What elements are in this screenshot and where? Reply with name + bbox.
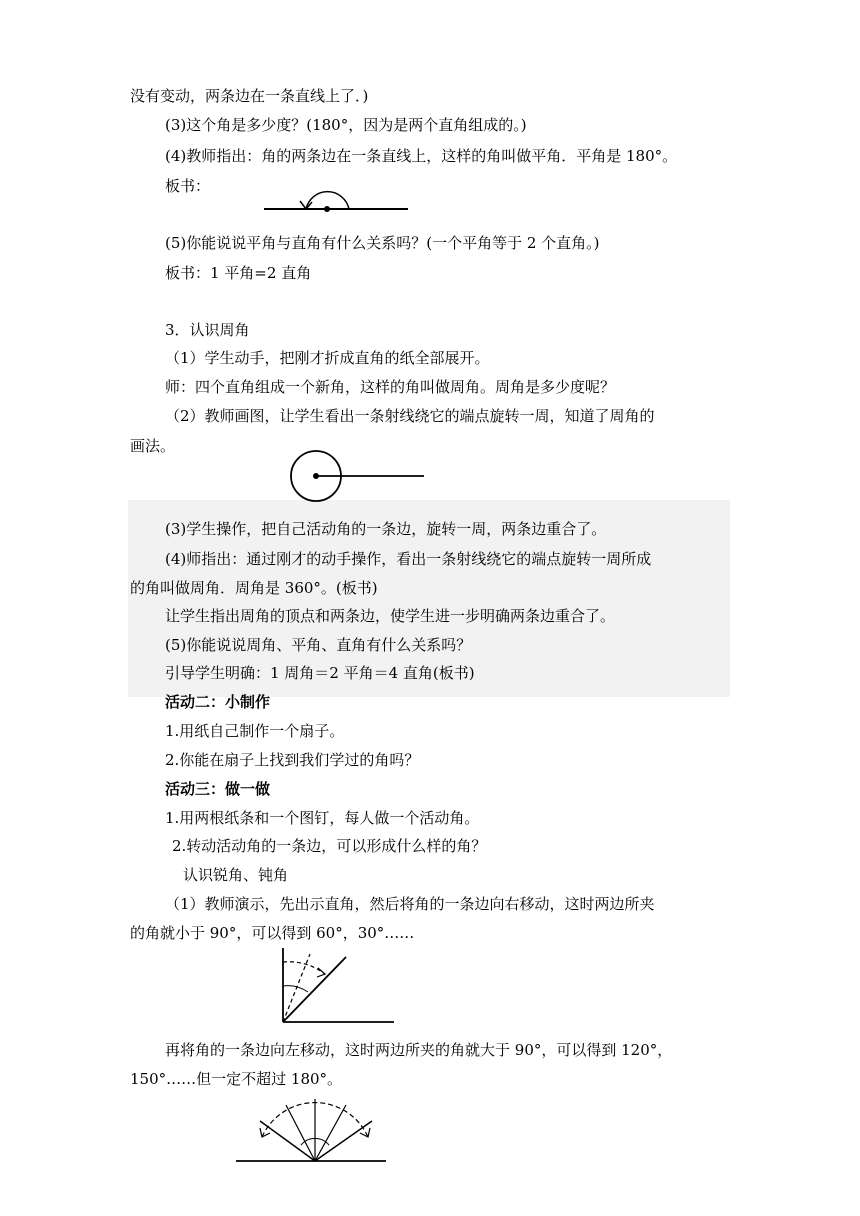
straight-angle-diagram bbox=[262, 178, 412, 218]
text-line: 2.你能在扇子上找到我们学过的角吗？ bbox=[165, 751, 420, 769]
obtuse-angle-diagram bbox=[234, 1095, 388, 1165]
text-line: 引导学生明确：1 周角＝2 平角＝4 直角(板书) bbox=[165, 664, 475, 682]
text-line: （2）教师画图，让学生看出一条射线绕它的端点旋转一周，知道了周角的 bbox=[165, 407, 655, 425]
text-line: 板书：1 平角=2 直角 bbox=[165, 264, 312, 282]
text-line: 板书： bbox=[165, 177, 211, 195]
section-heading: 3．认识周角 bbox=[165, 321, 250, 339]
text-line: 的角就小于 90°，可以得到 60°，30°…… bbox=[130, 924, 415, 942]
text-line: 画法。 bbox=[130, 437, 176, 455]
activity-heading: 活动二：小制作 bbox=[165, 693, 271, 711]
text-line: 150°……但一定不超过 180°。 bbox=[130, 1070, 343, 1088]
text-line: 师：四个直角组成一个新角，这样的角叫做周角。周角是多少度呢？ bbox=[165, 378, 616, 396]
text-line: (5)你能说说周角、平角、直角有什么关系吗？ bbox=[165, 636, 472, 654]
activity-heading: 活动三：做一做 bbox=[165, 780, 271, 798]
text-line: 让学生指出周角的顶点和两条边，使学生进一步明确两条边重合了。 bbox=[165, 607, 616, 625]
text-line: 的角叫做周角．周角是 360°。(板书) bbox=[130, 579, 378, 597]
text-line: (3)这个角是多少度？(180°，因为是两个直角组成的。) bbox=[165, 116, 527, 134]
acute-angle-diagram bbox=[280, 946, 400, 1024]
text-line: （1）教师演示，先出示直角，然后将角的一条边向右移动，这时两边所夹 bbox=[165, 895, 655, 913]
text-line: 2.转动活动角的一条边，可以形成什么样的角？ bbox=[172, 837, 487, 855]
text-line: (5)你能说说平角与直角有什么关系吗？(一个平角等于 2 个直角。) bbox=[165, 234, 600, 252]
text-line: (4)教师指出：角的两条边在一条直线上，这样的角叫做平角．平角是 180°。 bbox=[165, 147, 678, 165]
text-line: （1）学生动手，把刚才折成直角的纸全部展开。 bbox=[165, 349, 490, 367]
text-line: (4)师指出：通过刚才的动手操作，看出一条射线绕它的端点旋转一周所成 bbox=[165, 550, 652, 568]
full-angle-diagram bbox=[288, 449, 428, 505]
text-line: 没有变动，两条边在一条直线上了．) bbox=[130, 87, 369, 105]
text-line: 认识锐角、钝角 bbox=[183, 866, 289, 884]
text-line: 再将角的一条边向左移动，这时两边所夹的角就大于 90°，可以得到 120°， bbox=[165, 1041, 673, 1059]
text-line: 1.用纸自己制作一个扇子。 bbox=[165, 722, 345, 740]
text-line: (3)学生操作，把自己活动角的一条边，旋转一周，两条边重合了。 bbox=[165, 520, 607, 538]
text-line: 1.用两根纸条和一个图钉，每人做一个活动角。 bbox=[165, 809, 480, 827]
